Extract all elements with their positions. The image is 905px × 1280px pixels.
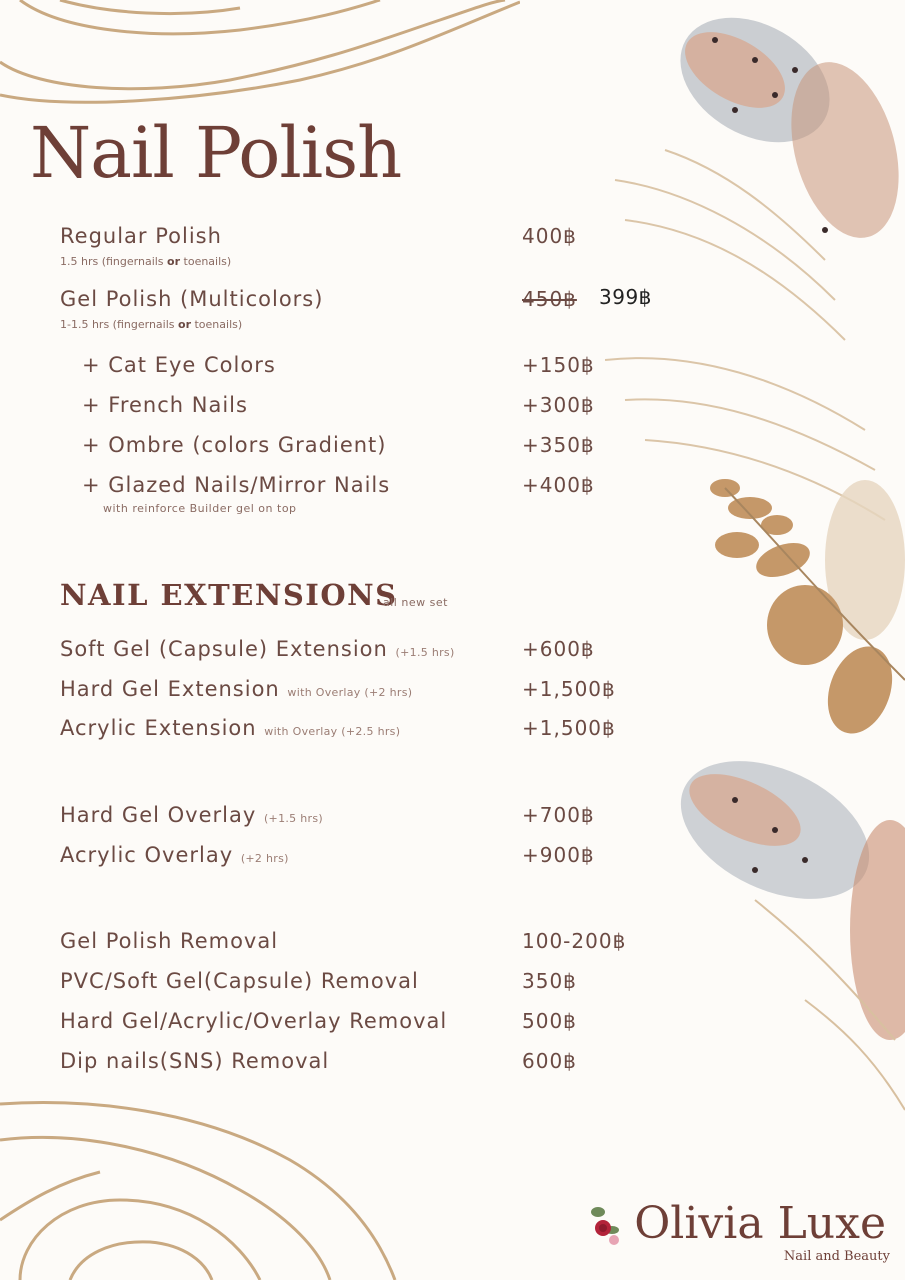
price-gel-polish-sale: 399฿ (599, 285, 652, 309)
addon-glazed-nails: + Glazed Nails/Mirror Nails (82, 473, 391, 497)
price-french-nails: +300฿ (522, 393, 595, 417)
price-hard-gel-extension: +1,500฿ (522, 677, 616, 701)
price-soft-gel-extension: +600฿ (522, 637, 595, 661)
brand-logo (588, 1198, 894, 1268)
item-gel-polish-removal: Gel Polish Removal (60, 929, 279, 953)
price-hard-gel-acrylic-overlay-removal: 500฿ (522, 1009, 577, 1033)
item-gel-polish: Gel Polish (Multicolors) (60, 287, 324, 311)
price-regular-polish: 400฿ (522, 224, 577, 248)
price-gel-polish-original: 450฿ (522, 287, 577, 311)
item-pvc-soft-gel-removal: PVC/Soft Gel(Capsule) Removal (60, 969, 419, 993)
section-heading-nail-extensions: NAIL EXTENSIONS (60, 578, 398, 612)
item-soft-gel-extension: Soft Gel (Capsule) Extension (+1.5 hrs) (60, 637, 455, 661)
item-acrylic-overlay: Acrylic Overlay (+2 hrs) (60, 843, 289, 867)
price-pvc-soft-gel-removal: 350฿ (522, 969, 577, 993)
item-regular-polish-note: 1.5 hrs (fingernails or toenails) (60, 255, 232, 268)
brand-tagline: Nail and Beauty (783, 1249, 890, 1264)
item-hard-gel-overlay: Hard Gel Overlay (+1.5 hrs) (60, 803, 323, 827)
price-ombre: +350฿ (522, 433, 595, 457)
price-dip-nails-removal: 600฿ (522, 1049, 577, 1073)
item-hard-gel-extension: Hard Gel Extension with Overlay (+2 hrs) (60, 677, 413, 701)
price-glazed-nails: +400฿ (522, 473, 595, 497)
topographic-lines-top (0, 0, 520, 110)
price-cat-eye: +150฿ (522, 353, 595, 377)
section-note-all-new-set: all new set (383, 596, 448, 609)
item-hard-gel-acrylic-overlay-removal: Hard Gel/Acrylic/Overlay Removal (60, 1009, 448, 1033)
item-acrylic-extension: Acrylic Extension with Overlay (+2.5 hrs) (60, 716, 401, 740)
brand-name: Olivia Luxe (634, 1198, 886, 1249)
addon-glazed-nails-note: with reinforce Builder gel on top (103, 502, 297, 515)
price-gel-polish-removal: 100-200฿ (522, 929, 627, 953)
addon-ombre: + Ombre (colors Gradient) (82, 433, 387, 457)
item-dip-nails-removal: Dip nails(SNS) Removal (60, 1049, 330, 1073)
price-hard-gel-overlay: +700฿ (522, 803, 595, 827)
price-acrylic-overlay: +900฿ (522, 843, 595, 867)
rose-icon (588, 1202, 622, 1246)
price-acrylic-extension: +1,500฿ (522, 716, 616, 740)
addon-cat-eye: + Cat Eye Colors (82, 353, 276, 377)
addon-french-nails: + French Nails (82, 393, 248, 417)
item-gel-polish-note: 1-1.5 hrs (fingernails or toenails) (60, 318, 243, 331)
feather-decoration (605, 0, 905, 1150)
page-title: Nail Polish (30, 112, 402, 194)
topographic-lines-bottom (0, 1090, 470, 1280)
item-regular-polish: Regular Polish (60, 224, 222, 248)
